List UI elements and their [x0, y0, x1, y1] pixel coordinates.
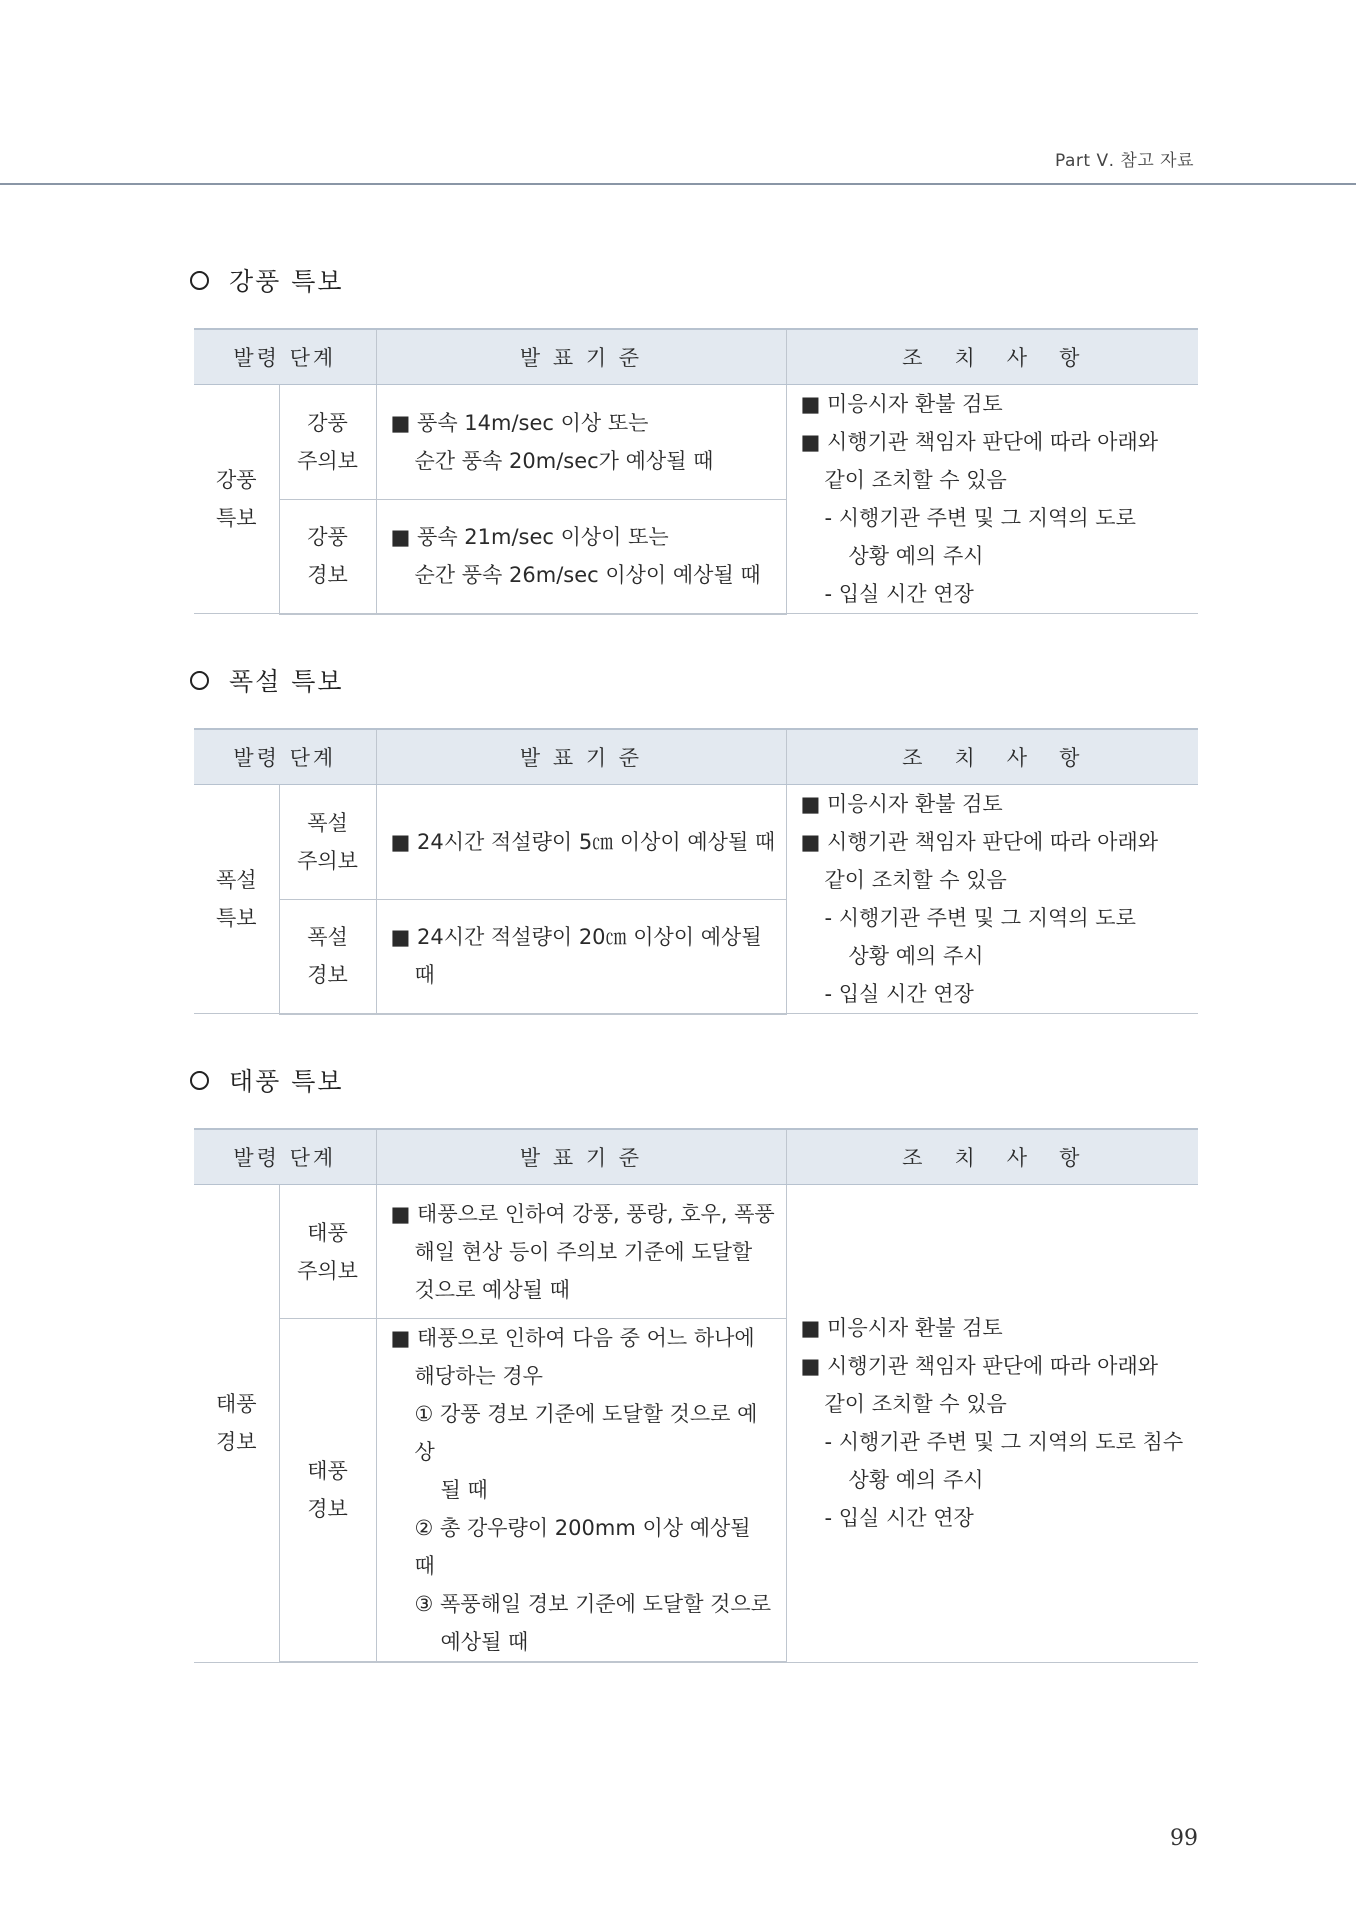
section-title — [188, 660, 1192, 700]
actions-cell: ■ 미응시자 환불 검토 ■ 시행기관 책임자 판단에 따라 아래와 같이 조치할 수 있음 - 시행기관 주변 및 그 지역의 도로 상황 예의 주시 - 입실 시간 연장 — [786, 785, 1198, 1014]
section-heavy-snow — [188, 660, 1192, 1015]
circle-bullet-icon — [190, 671, 209, 690]
header-criteria: 발 표 기 준 — [376, 1129, 786, 1185]
criteria-cell: ■ 24시간 적설량이 20㎝ 이상이 예상될 때 — [376, 899, 786, 1014]
header-actions: 조 치 사 항 — [786, 329, 1198, 385]
level-cell: 강풍 주의보 — [279, 385, 376, 500]
actions-cell: ■ 미응시자 환불 검토 ■ 시행기관 책임자 판단에 따라 아래와 같이 조치할 수 있음 - 시행기관 주변 및 그 지역의 도로 침수 상황 예의 주시 - 입실 시간 연장 — [786, 1185, 1198, 1663]
section-strong-wind — [188, 260, 1192, 615]
running-header: Part Ⅴ. 참고 자료 — [1055, 151, 1194, 171]
criteria-cell: ■ 24시간 적설량이 5㎝ 이상이 예상될 때 — [376, 785, 786, 900]
header-level: 발령 단계 — [194, 729, 376, 785]
section-typhoon — [188, 1060, 1192, 1663]
header-actions: 조 치 사 항 — [786, 1129, 1198, 1185]
header-level: 발령 단계 — [194, 329, 376, 385]
header-actions: 조 치 사 항 — [786, 729, 1198, 785]
level-cell: 폭설 주의보 — [279, 785, 376, 900]
level-cell: 강풍 경보 — [279, 499, 376, 614]
criteria-cell: ■ 풍속 21m/sec 이상이 또는 순간 풍속 26m/sec 이상이 예상될 때 — [376, 499, 786, 614]
header-divider — [0, 183, 1356, 185]
circle-bullet-icon — [190, 1071, 209, 1090]
circle-bullet-icon — [190, 271, 209, 290]
category-cell: 강풍 특보 — [194, 385, 279, 614]
section-title — [188, 260, 1192, 300]
section-title-text: 폭설 특보 — [229, 667, 344, 696]
section-title-text: 태풍 특보 — [229, 1067, 344, 1096]
criteria-cell: ■ 풍속 14m/sec 이상 또는 순간 풍속 20m/sec가 예상될 때 — [376, 385, 786, 500]
level-cell: 폭설 경보 — [279, 899, 376, 1014]
notice-table — [194, 1128, 1198, 1663]
level-cell: 태풍 경보 — [279, 1319, 376, 1663]
actions-cell: ■ 미응시자 환불 검토 ■ 시행기관 책임자 판단에 따라 아래와 같이 조치할 수 있음 - 시행기관 주변 및 그 지역의 도로 상황 예의 주시 - 입실 시간 연장 — [786, 385, 1198, 614]
category-cell: 폭설 특보 — [194, 785, 279, 1014]
category-cell: 태풍 경보 — [194, 1185, 279, 1663]
level-cell: 태풍 주의보 — [279, 1185, 376, 1319]
header-level: 발령 단계 — [194, 1129, 376, 1185]
notice-table — [194, 328, 1198, 615]
section-title-text: 강풍 특보 — [229, 267, 344, 296]
section-title — [188, 1060, 1192, 1100]
header-criteria: 발 표 기 준 — [376, 729, 786, 785]
notice-table — [194, 728, 1198, 1015]
header-criteria: 발 표 기 준 — [376, 329, 786, 385]
criteria-cell: ■ 태풍으로 인하여 다음 중 어느 하나에 해당하는 경우 ① 강풍 경보 기준에 도달할 것으로 예상 될 때 ② 총 강우량이 200mm 이상 예상될 때 ③ 폭풍해일 경보 기준에 도달할 것으로 예상될 때 — [376, 1319, 786, 1663]
page-number: 99 — [1170, 1826, 1198, 1851]
criteria-cell: ■ 태풍으로 인하여 강풍, 풍랑, 호우, 폭풍 해일 현상 등이 주의보 기준에 도달할 것으로 예상될 때 — [376, 1185, 786, 1319]
